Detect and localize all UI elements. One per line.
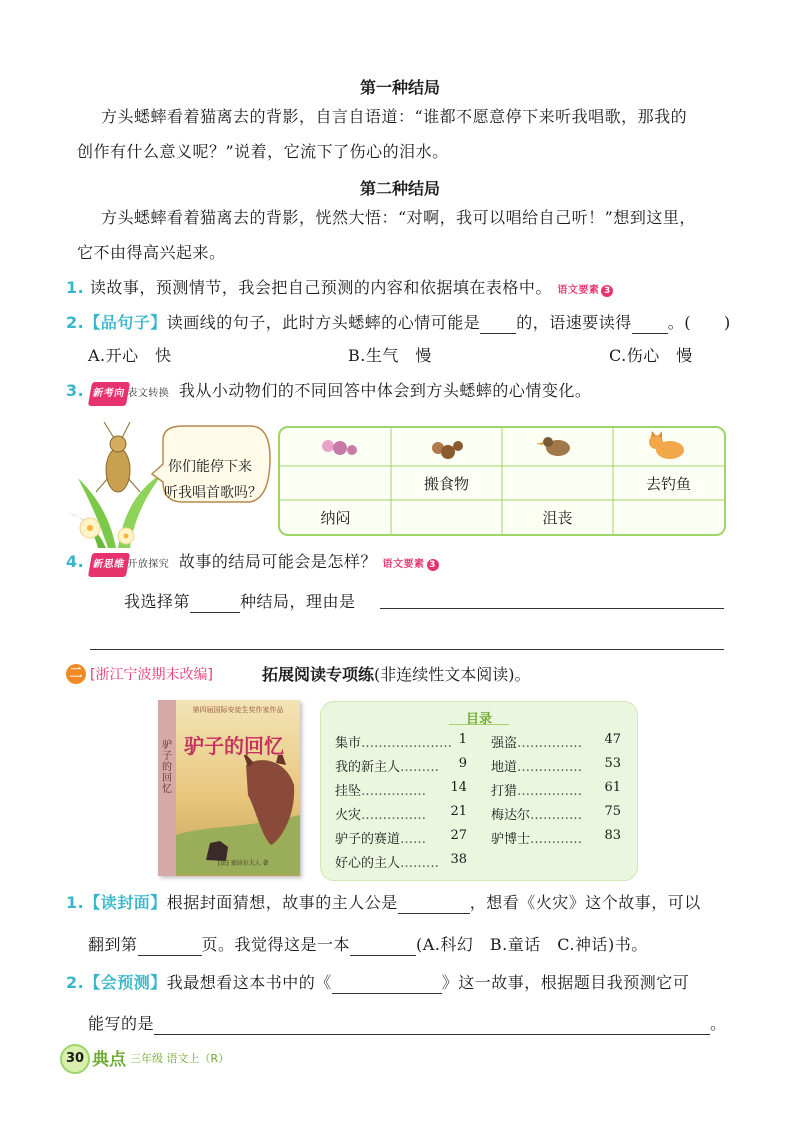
tag-subtitle: 表文转换 — [127, 388, 170, 399]
toc-leader-dots: …………… — [361, 808, 427, 823]
toc-item[interactable] — [335, 804, 467, 823]
question-number: 3. — [66, 381, 85, 400]
toc-item-page: 53 — [604, 756, 621, 771]
answer-blank[interactable] — [480, 317, 516, 334]
question-number: 1. — [66, 893, 85, 912]
answer-blank[interactable] — [138, 939, 202, 956]
book-title: 驴子的回忆 — [184, 734, 284, 758]
toc-item-page: 38 — [450, 852, 467, 867]
book-top-text: 第四届国际安徒生奖作家作品 — [192, 706, 284, 714]
question-1 — [66, 277, 613, 302]
ending1-title: 第一种结局 — [359, 78, 440, 97]
toc-item[interactable] — [335, 732, 467, 751]
table-of-contents — [320, 701, 638, 881]
answer-blank[interactable] — [398, 897, 470, 914]
table-cell: 纳闷 — [320, 509, 351, 527]
section-subtitle: (非连续性文本阅读)。 — [374, 665, 531, 684]
section-source: [浙江宁波期末改编] — [90, 667, 213, 683]
section-number: 二 — [66, 664, 86, 684]
ant-carrying-icon — [432, 441, 463, 459]
q2-option-a[interactable]: A.开心 快 — [88, 346, 172, 365]
question-tag: 【品句子】 — [84, 313, 167, 332]
book-spine-title: 驴子的回忆 — [162, 740, 172, 795]
table-cell: 沮丧 — [542, 509, 573, 527]
answer-blank[interactable] — [190, 596, 240, 613]
toc-leader-dots: …………… — [517, 784, 583, 799]
toc-item[interactable] — [335, 828, 467, 847]
toc-item-title: 驴博士 — [491, 832, 531, 847]
skill-badge: 语文要素 3 — [383, 554, 439, 576]
toc-item-page: 61 — [604, 780, 621, 795]
toc-item-page: 9 — [458, 756, 467, 771]
book-cover — [158, 700, 300, 876]
section-title: 拓展阅读专项练 — [262, 665, 375, 684]
ending2-line2: 它不由得高兴起来。 — [77, 243, 226, 262]
question-number: 2. — [66, 313, 85, 332]
question-number: 4. — [66, 552, 85, 571]
answer-blank[interactable] — [332, 977, 442, 994]
toc-item-page: 21 — [450, 804, 467, 819]
question-tag: 【会预测】 — [84, 973, 167, 992]
skill-badge: 语文要素 3 — [557, 280, 613, 302]
reading-question-2-line2: 能写的是 。 — [88, 1014, 727, 1033]
table-cell: 搬食物 — [423, 475, 469, 493]
toc-leader-dots: …… — [400, 832, 427, 847]
question-tag: 【读封面】 — [84, 893, 167, 912]
section-heading — [262, 662, 531, 685]
answer-line[interactable] — [90, 649, 724, 650]
toc-item-title: 梅达尔 — [491, 808, 531, 823]
table-cell: 去钓鱼 — [645, 475, 691, 493]
toc-leader-dots: ……… — [400, 760, 440, 775]
toc-item-page: 14 — [450, 780, 467, 795]
toc-item-title: 挂坠 — [335, 784, 362, 799]
reading-question-2: 2.【会预测】我最想看这本书中的《 》这一故事，根据题目我预测它可 — [66, 973, 690, 992]
new-tag: 新考向 — [88, 382, 130, 406]
question-number: 1. — [66, 278, 85, 297]
q2-option-c[interactable]: C.伤心 慢 — [609, 346, 693, 365]
toc-leader-dots: ……… — [400, 856, 440, 871]
toc-leader-dots: …………… — [517, 760, 583, 775]
ending2-title: 第二种结局 — [359, 179, 440, 198]
toc-item-title: 地道 — [491, 760, 518, 775]
toc-item[interactable] — [491, 804, 621, 823]
ant-icon — [322, 440, 357, 455]
answer-line[interactable] — [380, 608, 724, 609]
toc-item[interactable] — [335, 852, 467, 871]
animal-table — [278, 426, 726, 536]
toc-item-page: 47 — [604, 732, 621, 747]
toc-leader-dots: ………………… — [361, 736, 453, 751]
bubble-line1: 你们能停下来 — [168, 459, 252, 475]
cricket-icon — [96, 422, 140, 492]
toc-item-page: 75 — [604, 804, 621, 819]
answer-blank[interactable] — [350, 939, 416, 956]
question-number: 2. — [66, 973, 85, 992]
toc-item[interactable] — [491, 732, 621, 751]
toc-item[interactable] — [335, 780, 467, 799]
answer-blank[interactable] — [632, 317, 668, 334]
toc-item[interactable] — [491, 828, 621, 847]
toc-leader-dots: …………… — [517, 736, 583, 751]
grade-label: 三年级 语文上（R） — [130, 1052, 230, 1065]
tag-subtitle: 开放探究 — [127, 559, 170, 570]
answer-blank[interactable] — [154, 1018, 710, 1035]
toc-item[interactable] — [491, 780, 621, 799]
question-3 — [66, 380, 591, 406]
toc-item-title: 集市 — [335, 736, 362, 751]
ending1-line2: 创作有什么意义呢？”说着，它流下了伤心的泪水。 — [77, 142, 449, 161]
toc-item-page: 27 — [450, 828, 467, 843]
toc-item-title: 驴子的赛道 — [335, 832, 401, 847]
reading-question-1-line2: 翻到第 页。我觉得这是一本 (A.科幻 B.童话 C.神话)书。 — [88, 935, 648, 954]
toc-item-page: 83 — [604, 828, 621, 843]
toc-item[interactable] — [335, 756, 467, 775]
toc-item-title: 我的新主人 — [335, 760, 401, 775]
toc-item-page: 1 — [458, 732, 467, 747]
toc-title: 目录 — [449, 708, 509, 725]
question-4 — [66, 551, 439, 577]
toc-item[interactable] — [491, 756, 621, 775]
brand-logo: 典点 — [92, 1050, 126, 1070]
question-text: 故事的结局可能会是怎样？ — [178, 552, 377, 571]
question-text: 读故事，预测情节，我会把自己预测的内容和依据填在表格中。 — [89, 278, 552, 297]
question-text: 我从小动物们的不同回答中体会到方头蟋蟀的心情变化。 — [178, 381, 592, 400]
q4-fill: 我选择第 种结局，理由是 — [124, 592, 356, 611]
toc-leader-dots: …………… — [361, 784, 427, 799]
ending2-line1: 方头蟋蟀看着猫离去的背影，恍然大悟：“对啊，我可以唱给自己听！”想到这里， — [101, 208, 696, 227]
bubble-line2: 听我唱首歌吗？ — [164, 485, 262, 501]
toc-item-title: 火灾 — [335, 808, 362, 823]
cat-icon — [649, 431, 684, 459]
toc-item-title: 打猎 — [491, 784, 518, 799]
question-2: 2.【品句子】读画线的句子，此时方头蟋蟀的心情可能是 的，语速要读得 。( ) — [66, 313, 731, 332]
reading-question-1: 1.【读封面】根据封面猜想，故事的主人公是 ，想看《火灾》这个故事，可以 — [66, 893, 701, 912]
toc-leader-dots: ………… — [530, 808, 583, 823]
ending1-line1: 方头蟋蟀看着猫离去的背影，自言自语道：“谁都不愿意停下来听我唱歌，那我的 — [101, 107, 688, 126]
book-author: [法] 塞居尔夫人 著 — [218, 860, 269, 867]
bird-icon — [536, 437, 570, 456]
toc-item-title: 强盗 — [491, 736, 518, 751]
toc-leader-dots: ………… — [530, 832, 583, 847]
q2-option-b[interactable]: B.生气 慢 — [348, 346, 432, 365]
toc-item-title: 好心的主人 — [335, 856, 401, 871]
page-number: 30 — [60, 1044, 90, 1074]
new-tag: 新思维 — [88, 553, 130, 577]
